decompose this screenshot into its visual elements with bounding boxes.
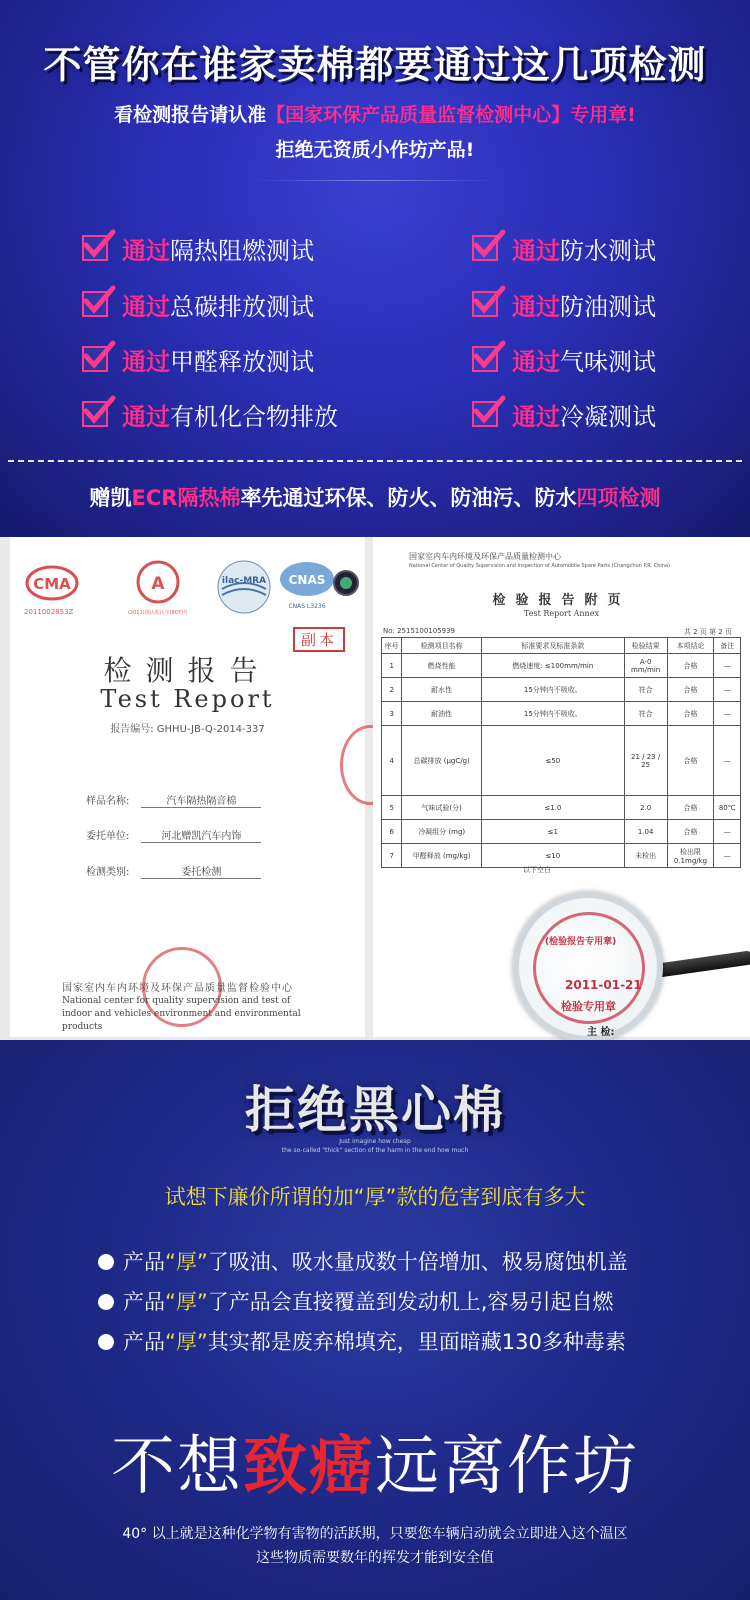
checkmark-icon: [472, 291, 498, 317]
check-label: 防水测试: [560, 236, 656, 265]
cal-badge: [118, 559, 198, 616]
section-title: 拒绝黑心棉: [245, 1081, 505, 1139]
mag-stamp-label: (检验报告专用章): [545, 937, 617, 947]
cma-number: 2011002853Z: [24, 608, 74, 616]
ilac-badge: [216, 559, 272, 619]
check-item: [82, 284, 314, 324]
pass-label: 通过: [122, 292, 170, 321]
annex-page: 共 2 页 第 2 页: [683, 628, 732, 636]
ilac-logo-icon: [216, 559, 272, 615]
field-client: 委托单位: 河北赠凯汽车内饰: [86, 827, 261, 843]
checkmark-icon: [82, 346, 108, 372]
table-row: 4 总碳排放 (μgC/g) ≤50 21 / 23 / 25 合格 —: [382, 726, 741, 796]
dashed-divider: [8, 460, 742, 462]
checkmark-icon: [472, 235, 498, 261]
field-type: 检测类别: 委托检测: [86, 863, 261, 879]
cnas-caption: CNAS L3236: [288, 603, 326, 610]
svg-text:CNAS: CNAS: [288, 573, 326, 587]
table-row: 2 耐水性 15分钟内不吸收。 符合 合格 —: [382, 678, 741, 702]
notice-highlight: 【国家环保产品质量监督检测中心】专用章!: [266, 104, 636, 126]
cma-logo-icon: [24, 563, 80, 603]
pass-label: 通过: [122, 402, 170, 431]
top-banner: [0, 0, 750, 540]
bullet-dot-icon: [98, 1294, 114, 1310]
check-item: [82, 228, 314, 268]
cma-badge: [24, 563, 94, 616]
check-item: [472, 228, 656, 268]
magnifier-handle-icon: [656, 950, 750, 977]
footnote-1: 40° 以上就是这种化学物有害物的活跃期，只要您车辆启动就会立即进入这个温区: [122, 1526, 628, 1542]
notice-line-2: 拒绝无资质小作坊产品!: [275, 139, 475, 161]
checkmark-icon: [82, 235, 108, 261]
checkmark-icon: [82, 291, 108, 317]
annex-org: 国家室内车内环境及环保产品质量检测中心: [409, 552, 561, 561]
annex-empty-note: 以下空白: [523, 866, 551, 874]
divider: [250, 180, 500, 181]
check-label: 气味测试: [560, 347, 656, 376]
annex-title: 检验报告附页: [492, 593, 631, 608]
bullet-item: 产品“厚”其实都是废弃棉填充，里面暗藏130多种毒素: [98, 1326, 626, 1356]
table-row: 1 燃烧性能 燃烧速度: ≤100mm/min A-0 mm/min 合格 —: [382, 654, 741, 678]
headline: 不管你在谁家卖棉都要通过这几项检测: [43, 43, 707, 87]
cover-footer-en: National center for quality supervision and test of indoor and vehicles environment and environmental products: [62, 996, 301, 1032]
summary-prefix: 赠凯: [89, 486, 132, 510]
check-label: 隔热阻燃测试: [170, 236, 314, 265]
report-cover: [10, 537, 365, 1037]
report-photos: [0, 537, 750, 1040]
cover-footer-cn: 国家室内车内环境及环保产品质量监督检验中心: [62, 983, 293, 994]
check-item: [472, 339, 656, 379]
tiny-caption-1: Just imagine how cheap: [339, 1138, 411, 1145]
annex-signature: 主 检:: [587, 1027, 615, 1038]
report-number: 报告编号: GHHU-JB-Q-2014-337: [110, 724, 265, 735]
check-label: 有机化合物排放: [170, 402, 338, 431]
table-row: 7 甲醛释放 (mg/kg) ≤10 未检出 检出限 0.1mg/kg —: [382, 844, 741, 868]
summary-middle: 率先通过环保、防火、防油污、防水: [240, 486, 577, 510]
annex-number: No: 2515100105939: [383, 627, 455, 635]
check-label: 冷凝测试: [560, 402, 656, 431]
table-row: 5 气味试验(分) ≤1.0 2.0 合格 80℃: [382, 796, 741, 820]
svg-text:A: A: [151, 574, 165, 594]
summary-line: [0, 482, 750, 512]
checkmark-icon: [472, 346, 498, 372]
pass-label: 通过: [122, 236, 170, 265]
copy-stamp: 副本: [293, 627, 345, 652]
field-sample: 样品名称: 汽车隔热隔音棉: [86, 792, 261, 808]
mag-word: 检验专用章: [561, 1000, 616, 1013]
summary-product: ECR隔热棉: [131, 486, 241, 510]
question-line: 试想下廉价所谓的加“厚”款的危害到底有多大: [164, 1185, 586, 1209]
magnifier-icon: [513, 892, 663, 1042]
checkmark-icon: [472, 401, 498, 427]
table-header: 序号 检测项目名称 标准要求及标准条款 检验结果 本项结论 备注: [382, 638, 741, 654]
cover-title: 检测报告: [103, 654, 272, 687]
cnas-badge: [278, 559, 336, 610]
pass-label: 通过: [512, 402, 560, 431]
slogan: 不想致癌远离作坊: [111, 1430, 639, 1504]
bullet-dot-icon: [98, 1334, 114, 1350]
cover-title-en: Test Report: [100, 685, 275, 713]
check-item: [82, 394, 338, 434]
pass-label: 通过: [122, 347, 170, 376]
pass-label: 通过: [512, 292, 560, 321]
checkmark-icon: [82, 401, 108, 427]
check-label: 甲醛释放测试: [170, 347, 314, 376]
svg-text:ilac-MRA: ilac-MRA: [221, 576, 267, 586]
summary-highlight: 四项检测: [576, 486, 661, 510]
check-label: 防油测试: [560, 292, 656, 321]
check-item: [472, 284, 656, 324]
bullet-dot-icon: [98, 1254, 114, 1270]
annex-title-en: Test Report Annex: [524, 609, 599, 618]
cnas-logo-icon: [278, 559, 336, 599]
cal-caption: (2011)国认监认字(907)号: [127, 610, 189, 616]
annex-org-en: National Center of Quality Supervision and Inspection of Automobile Spare Parts (Changchun P.R. China): [409, 563, 670, 569]
bottom-banner: [0, 1040, 750, 1600]
notice-line: [0, 100, 750, 127]
annex-table: [381, 637, 741, 868]
report-annex: [373, 537, 750, 1037]
bullet-item: 产品“厚”了吸油、吸水量成数十倍增加、极易腐蚀机盖: [98, 1246, 628, 1276]
cal-logo-icon: [130, 559, 186, 605]
small-seal-icon: [332, 569, 360, 601]
mag-date: 2011-01-21: [565, 978, 642, 992]
table-row: 3 耐油性 15分钟内不吸收。 符合 合格 —: [382, 702, 741, 726]
slogan-highlight: 致癌: [243, 1430, 375, 1504]
pass-label: 通过: [512, 347, 560, 376]
check-label: 总碳排放测试: [170, 292, 314, 321]
check-item: [82, 339, 314, 379]
pass-label: 通过: [512, 236, 560, 265]
bullet-item: 产品“厚”了产品会直接覆盖到发动机上,容易引起自燃: [98, 1286, 613, 1316]
tiny-caption-2: the so-called "thick" section of the harm in the end how much: [281, 1147, 469, 1154]
cma-text: CMA: [33, 575, 71, 593]
table-row: 6 冷凝组分 (mg) ≤1 1.04 合格 —: [382, 820, 741, 844]
notice-prefix: 看检测报告请认准: [114, 104, 267, 126]
check-item: [472, 394, 656, 434]
footnote-2: 这些物质需要数年的挥发才能到安全值: [256, 1550, 494, 1566]
